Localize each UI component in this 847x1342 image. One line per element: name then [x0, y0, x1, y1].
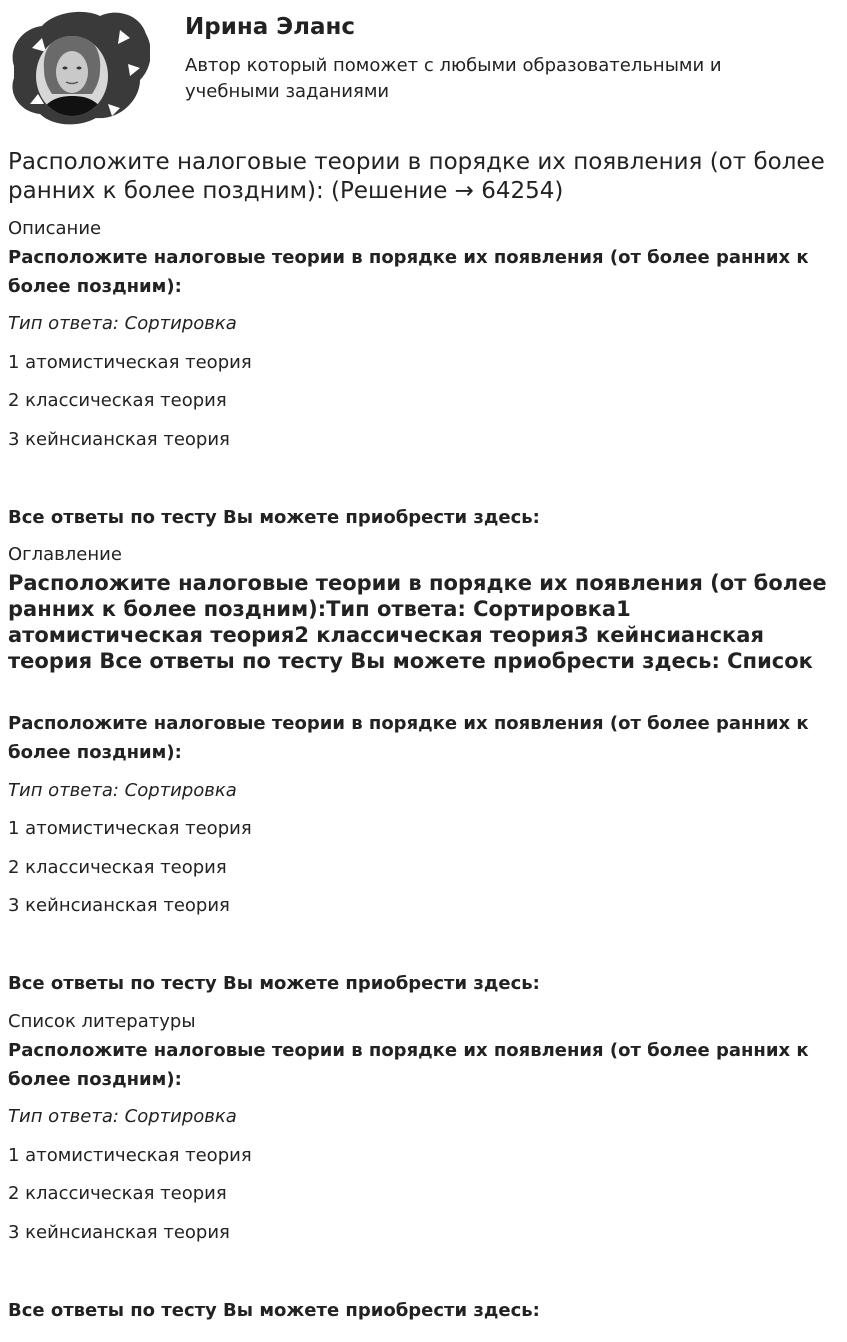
- answer-type: Тип ответа: Сортировка: [8, 1106, 237, 1127]
- question-text: Расположите налоговые теории в порядке их появления (от более ранних к более поздним):: [8, 247, 809, 297]
- buy-note: Все ответы по тесту Вы можете приобрести здесь:: [8, 507, 540, 528]
- section-label-description: Описание: [8, 218, 102, 239]
- answer-item: 1 атомистическая теория: [8, 1145, 252, 1166]
- answer-item: 3 кейнсианская теория: [8, 895, 230, 916]
- answer-item: 2 классическая теория: [8, 857, 227, 878]
- section-label-references: Список литературы: [8, 1011, 196, 1032]
- author-name: Ирина Эланс: [185, 14, 356, 40]
- answer-item: 3 кейнсианская теория: [8, 429, 230, 450]
- answer-item: 1 атомистическая теория: [8, 818, 252, 839]
- author-description: Автор который поможет с любыми образовательными и учебными заданиями: [185, 55, 722, 102]
- answer-item: 3 кейнсианская теория: [8, 1222, 230, 1243]
- answer-type: Тип ответа: Сортировка: [8, 780, 237, 801]
- buy-note: Все ответы по тесту Вы можете приобрести здесь:: [8, 1300, 540, 1321]
- question-text: Расположите налоговые теории в порядке их появления (от более ранних к более поздним):: [8, 713, 809, 763]
- answer-item: 2 классическая теория: [8, 1183, 227, 1204]
- author-avatar: [8, 8, 150, 126]
- toc-heading: Расположите налоговые теории в порядке их появления (от более ранних к более поздним):Тип ответа: Сортировка1 атомистическая теория2 классическая теория3 кейнсианская теория Все ответы по тесту Вы можете приобрести здесь: Список: [8, 571, 827, 673]
- answer-item: 2 классическая теория: [8, 390, 227, 411]
- author-header: [8, 8, 839, 126]
- answer-type: Тип ответа: Сортировка: [8, 313, 237, 334]
- page-title: Расположите налоговые теории в порядке их появления (от более ранних к более поздним): (Решение → 64254): [8, 149, 825, 204]
- question-text: Расположите налоговые теории в порядке их появления (от более ранних к более поздним):: [8, 1040, 809, 1090]
- buy-note: Все ответы по тесту Вы можете приобрести здесь:: [8, 973, 540, 994]
- section-label-toc: Оглавление: [8, 544, 122, 565]
- answer-item: 1 атомистическая теория: [8, 352, 252, 373]
